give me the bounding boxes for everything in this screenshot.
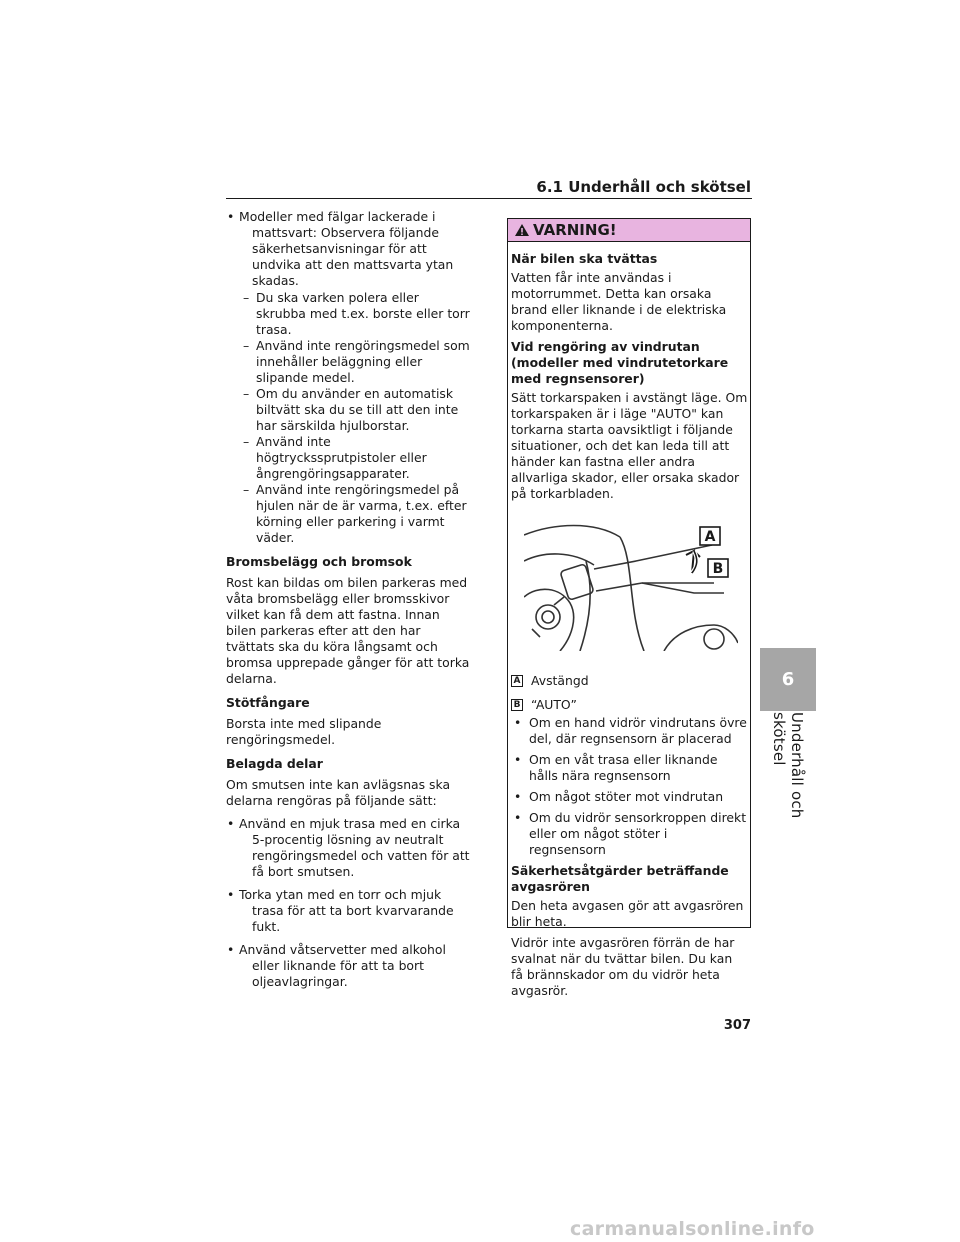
bullet-text: • Använd en mjuk trasa med en cirka 5-procentig lösning av neutralt rengöringsmedel och vatten för att få bort smutsen. — [239, 816, 470, 879]
warning-heading-exhaust: Säkerhetsåtgärder beträffande avgasrören — [511, 863, 729, 894]
figure-label-b: B — [712, 561, 724, 577]
legend-row-a — [511, 673, 748, 689]
chapter-number: 6 — [781, 669, 795, 690]
bullet-text: • Torka ytan med en torr och mjuk trasa för att ta bort kvarvarande fukt. — [239, 887, 454, 934]
heading-bumper: Stötfångare — [226, 695, 310, 710]
dash-item: – Använd inte högtryckssprutpistoler eller ångrengöringsapparater. — [226, 434, 470, 482]
bullet-coated — [226, 942, 470, 990]
bullet-matte-rims — [226, 209, 470, 289]
paragraph-bumper: Borsta inte med slipande rengöringsmedel. — [226, 716, 382, 747]
matte-rim-sublist — [226, 290, 470, 546]
warning-triangle-icon — [514, 223, 530, 237]
chapter-label-wrap — [760, 712, 816, 872]
wiper-lever-illustration — [524, 521, 738, 651]
bullet-text: • Använd våtservetter med alkohol eller liknande för att ta bort oljeavlagringar. — [239, 942, 446, 989]
figure-label-a: A — [704, 529, 716, 545]
warning-paragraph-windshield: Sätt torkarspaken i avstängt läge. Om torkarspaken är i läge "AUTO" kan torkarna starta oavsiktligt i följande situationer, och det kan leda till att händer kan fastna eller andra allvarliga skador, eller orsaka skador på torkarbladen. — [511, 390, 748, 501]
warning-bullet: • Om en hand vidrör vindrutans övre del, där regnsensorn är placerad — [511, 715, 748, 747]
warning-heading-windshield: Vid rengöring av vindrutan (modeller med vindrutetorkare med regnsensorer) — [511, 339, 729, 386]
warning-paragraph-exhaust-2: Vidrör inte avgasrören förrän de har svalnat när du tvättar bilen. Du kan få brännskador om du vidrör heta avgasrör. — [511, 935, 735, 998]
watermark: carmanualsonline.info — [570, 1218, 815, 1240]
paragraph-brakes: Rost kan bildas om bilen parkeras med våta bromsbelägg eller bromsskivor vilket kan få dem att fastna. Innan bilen parkeras efter att den har tvättats ska du köra långsamt och bromsa upprepade gånger för att torka delarna. — [226, 575, 470, 686]
dash-item: – Använd inte rengöringsmedel på hjulen när de är varma, t.ex. efter körning eller parkering i varmt väder. — [226, 482, 470, 546]
page-number: 307 — [723, 1018, 751, 1033]
warning-paragraph-exhaust: Den heta avgasen gör att avgasrören blir heta. — [511, 898, 744, 929]
legend-text-a: Avstängd — [531, 673, 589, 688]
legend-text-b: “AUTO” — [531, 697, 577, 712]
warning-heading-wash: När bilen ska tvättas — [511, 251, 658, 266]
dash-item: – Om du använder en automatisk biltvätt ska du se till att den inte har särskilda hjulborstar. — [226, 386, 470, 434]
bullet-coated — [226, 887, 470, 935]
chapter-tab — [760, 648, 816, 711]
header-rule — [226, 198, 752, 199]
warning-bullet: • Om en våt trasa eller liknande hålls nära regnsensorn — [511, 752, 748, 784]
heading-brakes: Bromsbelägg och bromsok — [226, 554, 412, 569]
legend-key-a: A — [511, 675, 523, 687]
warning-header — [508, 219, 750, 242]
paragraph-coated: Om smutsen inte kan avlägsnas ska delarna rengöras på följande sätt: — [226, 777, 451, 808]
warning-box — [507, 218, 751, 998]
warning-paragraph-wash: Vatten får inte användas i motorrummet. Detta kan orsaka brand eller liknande i de elektriska komponenterna. — [511, 270, 727, 333]
dash-item: – Använd inte rengöringsmedel som innehåller beläggning eller slipande medel. — [226, 338, 470, 386]
bullet-text: • Modeller med fälgar lackerade i mattsvart: Observera följande säkerhetsanvisningar för att undvika att den mattsvarta ytan skadas. — [239, 209, 454, 288]
warning-bullet: • Om något stöter mot vindrutan — [511, 789, 748, 805]
chapter-label: Underhåll och skötsel — [770, 712, 806, 819]
left-column — [226, 209, 470, 997]
warning-title: VARNING! — [533, 221, 617, 239]
dash-item: – Du ska varken polera eller skrubba med t.ex. borste eller torr trasa. — [226, 290, 470, 338]
heading-coated: Belagda delar — [226, 756, 323, 771]
legend-row-b — [511, 697, 748, 713]
legend-key-b: B — [511, 699, 523, 711]
bullet-coated — [226, 816, 470, 880]
warning-body — [508, 242, 750, 999]
section-title: 6.1 Underhåll och skötsel — [536, 178, 751, 196]
warning-bullet: • Om du vidrör sensorkroppen direkt eller om något stöter i regnsensorn — [511, 810, 748, 858]
arrow-up-icon — [686, 551, 700, 573]
